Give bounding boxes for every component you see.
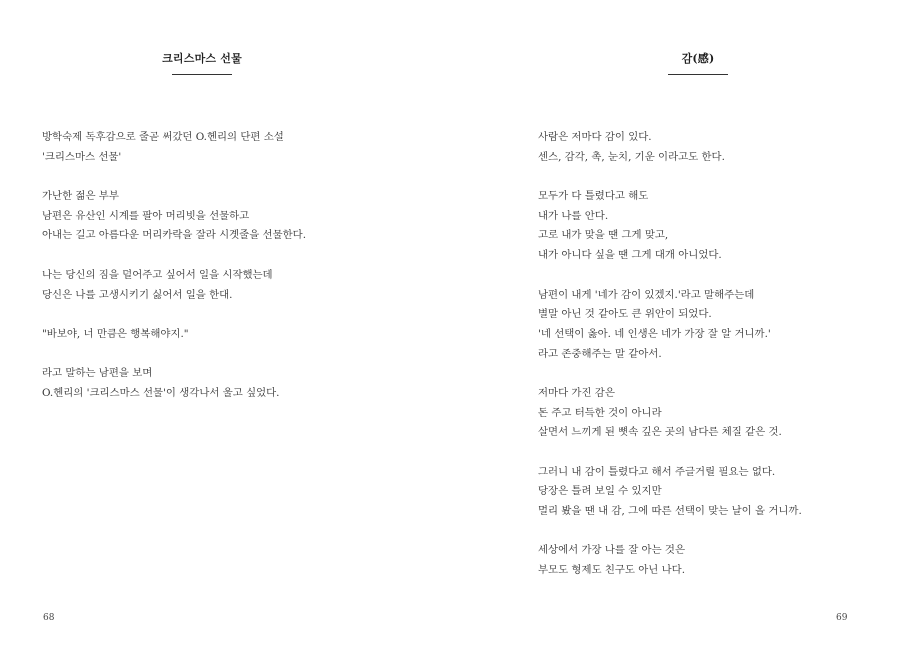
page-title: 감(感): [681, 52, 715, 65]
stanza-break: [42, 345, 306, 365]
text-line: 멀리 봤을 땐 내 감, 그에 따른 선택이 맞는 날이 올 거니까.: [538, 505, 802, 518]
stanza-break: [538, 522, 802, 542]
text-line: O.헨리의 '크리스마스 선물'이 생각나서 울고 싶었다.: [42, 386, 280, 399]
text-line: 모두가 다 틀렸다고 해도: [538, 190, 649, 203]
text-line: 당장은 틀려 보일 수 있지만: [538, 485, 662, 498]
text-line: 내가 아니다 싶을 땐 그게 대개 아니었다.: [538, 249, 722, 262]
title-underline: [172, 74, 232, 75]
page-number: 68: [43, 613, 55, 623]
text-line: 돈 주고 터득한 것이 아니라: [538, 406, 662, 419]
text-line: 세상에서 가장 나를 잘 아는 것은: [538, 544, 685, 557]
text-line: 고로 내가 맞을 땐 그게 맞고,: [538, 229, 669, 242]
text-line: 저마다 가진 감은: [538, 386, 615, 399]
text-line: 사람은 저마다 감이 있다.: [538, 131, 652, 143]
essay-body: [538, 128, 802, 581]
text-line: 살면서 느끼게 된 뼛속 깊은 곳의 남다른 체질 같은 것.: [538, 426, 782, 439]
text-line: '크리스마스 선물': [42, 150, 122, 163]
text-line: 센스, 감각, 촉, 눈치, 기운 이라고도 한다.: [538, 150, 725, 163]
text-line: 내가 나를 안다.: [538, 209, 609, 222]
right-page: [450, 0, 900, 661]
text-line: 나는 당신의 짐을 덜어주고 싶어서 일을 시작했는데: [42, 268, 273, 281]
text-line: 라고 존중해주는 말 같아서.: [538, 347, 662, 360]
text-line: 방학숙제 독후감으로 줄곧 써갔던 O.헨리의 단편 소설: [42, 131, 284, 143]
text-line: 가난한 젊은 부부: [42, 190, 119, 203]
stanza-break: [538, 443, 802, 463]
text-line: "바보야, 너 만큼은 행복해야지.": [42, 327, 189, 340]
text-line: 부모도 형제도 친구도 아닌 나다.: [538, 564, 685, 577]
essay-body: [42, 128, 306, 404]
text-line: 별말 아닌 것 같아도 큰 위안이 되었다.: [538, 308, 712, 321]
stanza-break: [538, 167, 802, 187]
text-line: 그러니 내 감이 틀렸다고 해서 주글거릴 필요는 없다.: [538, 465, 776, 478]
title-underline: [668, 74, 728, 75]
page-title: 크리스마스 선물: [162, 52, 242, 65]
text-line: 라고 말하는 남편을 보며: [42, 367, 153, 380]
stanza-break: [42, 246, 306, 266]
text-line: 당신은 나를 고생시키기 싫어서 일을 한대.: [42, 288, 233, 301]
stanza-break: [538, 266, 802, 286]
text-line: '네 선택이 옳아. 네 인생은 네가 가장 잘 알 거니까.': [538, 327, 771, 340]
stanza-break: [42, 305, 306, 325]
text-line: 아내는 길고 아름다운 머리카락을 잘라 시곗줄을 선물한다.: [42, 229, 307, 242]
stanza-break: [42, 167, 306, 187]
text-line: 남편은 유산인 시계를 팔아 머리빗을 선물하고: [42, 209, 250, 222]
page-number: 69: [836, 613, 848, 623]
text-line: 남편이 내게 '네가 감이 있겠지.'라고 말해주는데: [538, 288, 755, 301]
stanza-break: [538, 364, 802, 384]
